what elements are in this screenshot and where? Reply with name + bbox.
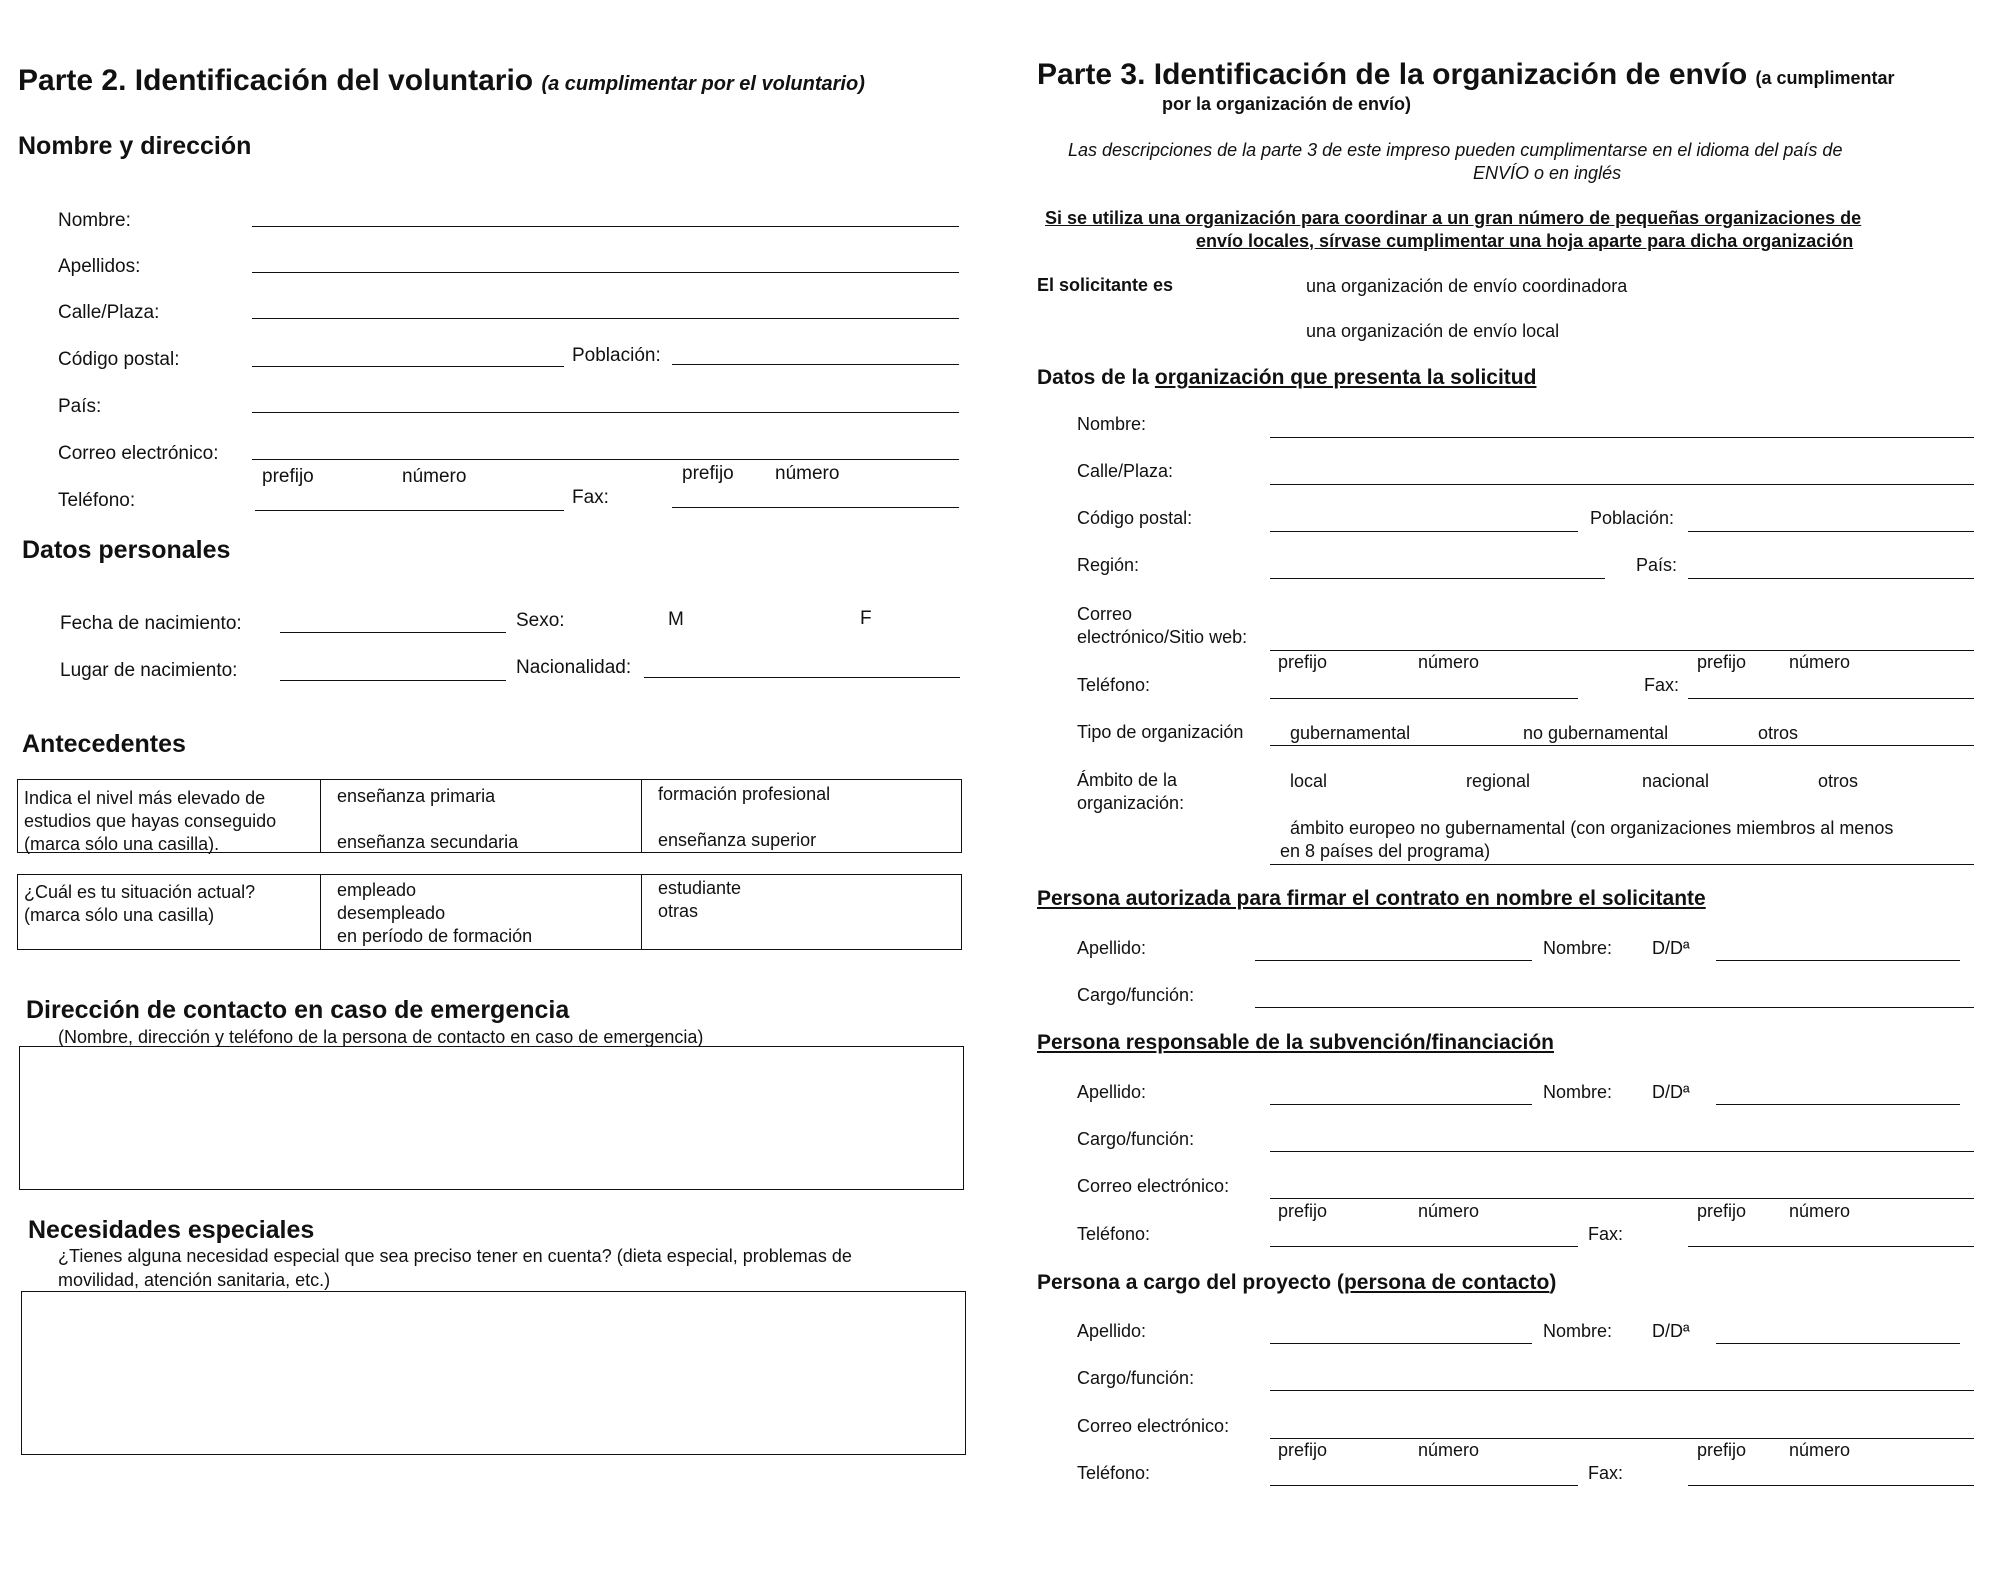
- fax-prefijo-label: prefijo: [682, 463, 734, 484]
- part2-title-text: Parte 2. Identificación del voluntario: [18, 64, 534, 97]
- part3-title-note-2: por la organización de envío): [1162, 94, 1412, 114]
- necesidades-note-1: ¿Tienes alguna necesidad especial que sea preciso tener en cuenta? (dieta especial, problemas de: [58, 1246, 852, 1266]
- org-fax-prefijo-label: prefijo: [1697, 652, 1747, 672]
- org-nombre-field[interactable]: [1270, 437, 1974, 438]
- org-telefono-label: Teléfono:: [1077, 675, 1151, 695]
- studies-divider-2: [641, 779, 642, 853]
- studies-question-3: (marca sólo una casilla).: [24, 834, 220, 854]
- studies-divider-1: [320, 779, 321, 853]
- apellidos-label: Apellidos:: [58, 256, 141, 277]
- part3-title: [1037, 58, 1895, 92]
- poblacion-field[interactable]: [672, 364, 959, 365]
- datos-heading: [1037, 366, 1536, 390]
- proyecto-heading-post: ): [1549, 1271, 1557, 1294]
- proyecto-fax-field[interactable]: [1688, 1485, 1974, 1486]
- codigo-postal-label: Código postal:: [58, 349, 180, 370]
- studies-question-2: estudios que hayas conseguido: [24, 811, 277, 831]
- proyecto-fax-numero-label: número: [1789, 1440, 1851, 1460]
- responsable-fax-field[interactable]: [1688, 1246, 1974, 1247]
- numero-label: número: [402, 466, 467, 487]
- necesidades-note-2: movilidad, atención sanitaria, etc.): [58, 1270, 331, 1290]
- org-pais-field[interactable]: [1688, 578, 1974, 579]
- ambito-option-europeo-2: en 8 países del programa): [1280, 841, 1491, 861]
- emergencia-note: (Nombre, dirección y teléfono de la persona de contacto en caso de emergencia): [58, 1027, 704, 1047]
- responsable-numero-label: número: [1418, 1201, 1480, 1221]
- option-desempleado[interactable]: desempleado: [337, 903, 446, 923]
- responsable-fax-numero-label: número: [1789, 1201, 1851, 1221]
- fax-field[interactable]: [672, 507, 959, 508]
- option-profesional[interactable]: formación profesional: [658, 784, 831, 804]
- autorizada-apellido-field[interactable]: [1255, 960, 1532, 961]
- option-otras[interactable]: otras: [658, 901, 699, 921]
- org-prefijo-label: prefijo: [1278, 652, 1328, 672]
- telefono-field[interactable]: [255, 510, 564, 511]
- proyecto-telefono-label: Teléfono:: [1077, 1463, 1151, 1483]
- situation-question-1: ¿Cuál es tu situación actual?: [24, 882, 256, 902]
- sexo-f-option[interactable]: F: [860, 608, 872, 629]
- solicitante-option-coordinadora[interactable]: una organización de envío coordinadora: [1306, 276, 1628, 296]
- prefijo-label: prefijo: [262, 466, 314, 487]
- responsable-nombre-field[interactable]: [1716, 1104, 1960, 1105]
- sexo-label: Sexo:: [516, 610, 565, 631]
- part3-notice-1: Si se utiliza una organización para coordinar a un gran número de pequeñas organizaciones de: [1045, 208, 1862, 228]
- antecedentes-heading: Antecedentes: [22, 730, 186, 758]
- tipo-label: Tipo de organización: [1077, 722, 1244, 742]
- proyecto-apellido-label: Apellido:: [1077, 1321, 1147, 1341]
- fecha-label: Fecha de nacimiento:: [60, 613, 242, 634]
- option-primaria[interactable]: enseñanza primaria: [337, 786, 496, 806]
- part3-desc-1: Las descripciones de la parte 3 de este impreso pueden cumplimentarse en el idioma del país de: [1068, 140, 1843, 160]
- option-estudiante[interactable]: estudiante: [658, 878, 742, 898]
- nacionalidad-field[interactable]: [644, 677, 960, 678]
- proyecto-fax-prefijo-label: prefijo: [1697, 1440, 1747, 1460]
- responsable-fax-prefijo-label: prefijo: [1697, 1201, 1747, 1221]
- pais-field[interactable]: [252, 412, 959, 413]
- responsable-apellido-field[interactable]: [1270, 1104, 1532, 1105]
- necesidades-textarea[interactable]: [21, 1291, 966, 1455]
- org-region-field[interactable]: [1270, 578, 1605, 579]
- situation-divider-2: [641, 874, 642, 950]
- proyecto-apellido-field[interactable]: [1270, 1343, 1532, 1344]
- option-superior[interactable]: enseñanza superior: [658, 830, 817, 850]
- responsable-fax-label: Fax:: [1588, 1224, 1624, 1244]
- ambito-line: [1270, 864, 1974, 865]
- codigo-postal-field[interactable]: [252, 366, 564, 367]
- datos-heading-pre: Datos de la: [1037, 366, 1155, 389]
- proyecto-cargo-label: Cargo/función:: [1077, 1368, 1195, 1388]
- org-correo-field[interactable]: [1270, 650, 1974, 651]
- org-codigo-postal-field[interactable]: [1270, 531, 1578, 532]
- sexo-m-option[interactable]: M: [668, 609, 684, 630]
- nombre-label: Nombre:: [58, 210, 131, 231]
- necesidades-heading: Necesidades especiales: [28, 1216, 315, 1244]
- proyecto-fax-label: Fax:: [1588, 1463, 1624, 1483]
- ambito-option-europeo-1[interactable]: ámbito europeo no gubernamental (con organizaciones miembros al menos: [1290, 818, 1894, 838]
- responsable-cargo-label: Cargo/función:: [1077, 1129, 1195, 1149]
- org-calle-field[interactable]: [1270, 484, 1974, 485]
- solicitante-label: El solicitante es: [1037, 275, 1174, 295]
- lugar-field[interactable]: [280, 680, 506, 681]
- proyecto-correo-field[interactable]: [1270, 1438, 1974, 1439]
- org-correo-label-2: electrónico/Sitio web:: [1077, 627, 1248, 647]
- part3-title-note: (a cumplimentar: [1755, 68, 1895, 88]
- pais-label: País:: [58, 396, 102, 417]
- part2-title-note: (a cumplimentar por el voluntario): [541, 73, 865, 95]
- telefono-label: Teléfono:: [58, 490, 136, 511]
- proyecto-heading-pre: Persona a cargo del proyecto (: [1037, 1271, 1344, 1294]
- tipo-option-gubernamental[interactable]: gubernamental: [1290, 723, 1411, 743]
- proyecto-correo-label: Correo electrónico:: [1077, 1416, 1230, 1436]
- org-fax-label: Fax:: [1644, 675, 1680, 695]
- org-correo-label-1: Correo: [1077, 604, 1133, 624]
- option-empleado[interactable]: empleado: [337, 880, 417, 900]
- proyecto-nombre-label: Nombre:: [1543, 1321, 1613, 1341]
- proyecto-heading: [1037, 1271, 1556, 1295]
- emergencia-heading: Dirección de contacto en caso de emergencia: [26, 996, 570, 1024]
- proyecto-heading-underlined: persona de contacto: [1343, 1271, 1550, 1294]
- name-address-heading: Nombre y dirección: [18, 132, 252, 160]
- studies-question-1: Indica el nivel más elevado de: [24, 788, 266, 808]
- part2-title: [18, 64, 865, 98]
- apellidos-field[interactable]: [252, 272, 959, 273]
- option-secundaria[interactable]: enseñanza secundaria: [337, 832, 519, 852]
- org-fax-numero-label: número: [1789, 652, 1851, 672]
- calle-field[interactable]: [252, 318, 959, 319]
- org-fax-field[interactable]: [1688, 698, 1974, 699]
- calle-label: Calle/Plaza:: [58, 302, 160, 323]
- autorizada-heading: Persona autorizada para firmar el contrato en nombre el solicitante: [1037, 887, 1706, 910]
- autorizada-dd-label: D/Dª: [1652, 938, 1690, 958]
- responsable-telefono-field[interactable]: [1270, 1246, 1578, 1247]
- fax-label: Fax:: [572, 487, 609, 508]
- autorizada-cargo-field[interactable]: [1255, 1007, 1974, 1008]
- ambito-option-otros[interactable]: otros: [1818, 771, 1859, 791]
- fax-numero-label: número: [775, 463, 840, 484]
- situation-question-2: (marca sólo una casilla): [24, 905, 215, 925]
- situation-divider-1: [320, 874, 321, 950]
- proyecto-numero-label: número: [1418, 1440, 1480, 1460]
- autorizada-nombre-label: Nombre:: [1543, 938, 1613, 958]
- datos-heading-underlined: organización que presenta la solicitud: [1154, 366, 1537, 389]
- org-telefono-field[interactable]: [1270, 698, 1578, 699]
- responsable-nombre-label: Nombre:: [1543, 1082, 1613, 1102]
- responsable-heading: Persona responsable de la subvención/financiación: [1037, 1031, 1554, 1054]
- part3-desc-2: ENVÍO o en inglés: [1473, 163, 1622, 183]
- autorizada-apellido-label: Apellido:: [1077, 938, 1147, 958]
- responsable-cargo-field[interactable]: [1270, 1151, 1974, 1152]
- org-poblacion-label: Población:: [1590, 508, 1675, 528]
- proyecto-prefijo-label: prefijo: [1278, 1440, 1328, 1460]
- ambito-label-2: organización:: [1077, 793, 1185, 813]
- correo-label: Correo electrónico:: [58, 443, 219, 464]
- correo-field[interactable]: [252, 459, 959, 460]
- part3-notice-2: envío locales, sírvase cumplimentar una hoja aparte para dicha organización: [1196, 231, 1854, 251]
- proyecto-telefono-field[interactable]: [1270, 1485, 1578, 1486]
- org-pais-label: País:: [1636, 555, 1678, 575]
- org-codigo-postal-label: Código postal:: [1077, 508, 1193, 528]
- part3-title-text: Parte 3. Identificación de la organización de envío: [1037, 58, 1748, 91]
- tipo-option-otros[interactable]: otros: [1758, 723, 1799, 743]
- fecha-field[interactable]: [280, 632, 506, 633]
- responsable-telefono-label: Teléfono:: [1077, 1224, 1151, 1244]
- responsable-apellido-label: Apellido:: [1077, 1082, 1147, 1102]
- org-nombre-label: Nombre:: [1077, 414, 1147, 434]
- org-calle-label: Calle/Plaza:: [1077, 461, 1174, 481]
- responsable-prefijo-label: prefijo: [1278, 1201, 1328, 1221]
- ambito-label-1: Ámbito de la: [1077, 770, 1178, 790]
- solicitante-option-local[interactable]: una organización de envío local: [1306, 321, 1560, 341]
- responsable-correo-label: Correo electrónico:: [1077, 1176, 1230, 1196]
- proyecto-cargo-field[interactable]: [1270, 1390, 1974, 1391]
- lugar-label: Lugar de nacimiento:: [60, 660, 238, 681]
- option-formacion[interactable]: en período de formación: [337, 926, 533, 946]
- proyecto-nombre-field[interactable]: [1716, 1343, 1960, 1344]
- nacionalidad-label: Nacionalidad:: [516, 657, 632, 678]
- emergencia-textarea[interactable]: [19, 1046, 964, 1190]
- org-numero-label: número: [1418, 652, 1480, 672]
- ambito-option-local[interactable]: local: [1290, 771, 1328, 791]
- ambito-option-nacional[interactable]: nacional: [1642, 771, 1710, 791]
- ambito-option-regional[interactable]: regional: [1466, 771, 1531, 791]
- org-poblacion-field[interactable]: [1688, 531, 1974, 532]
- autorizada-nombre-field[interactable]: [1716, 960, 1960, 961]
- nombre-field[interactable]: [252, 226, 959, 227]
- tipo-line: [1270, 745, 1974, 746]
- org-region-label: Región:: [1077, 555, 1140, 575]
- personal-heading: Datos personales: [22, 536, 231, 564]
- proyecto-dd-label: D/Dª: [1652, 1321, 1690, 1341]
- autorizada-cargo-label: Cargo/función:: [1077, 985, 1195, 1005]
- responsable-correo-field[interactable]: [1270, 1198, 1974, 1199]
- tipo-option-no-gubernamental[interactable]: no gubernamental: [1523, 723, 1669, 743]
- responsable-dd-label: D/Dª: [1652, 1082, 1690, 1102]
- poblacion-label: Población:: [572, 345, 661, 366]
